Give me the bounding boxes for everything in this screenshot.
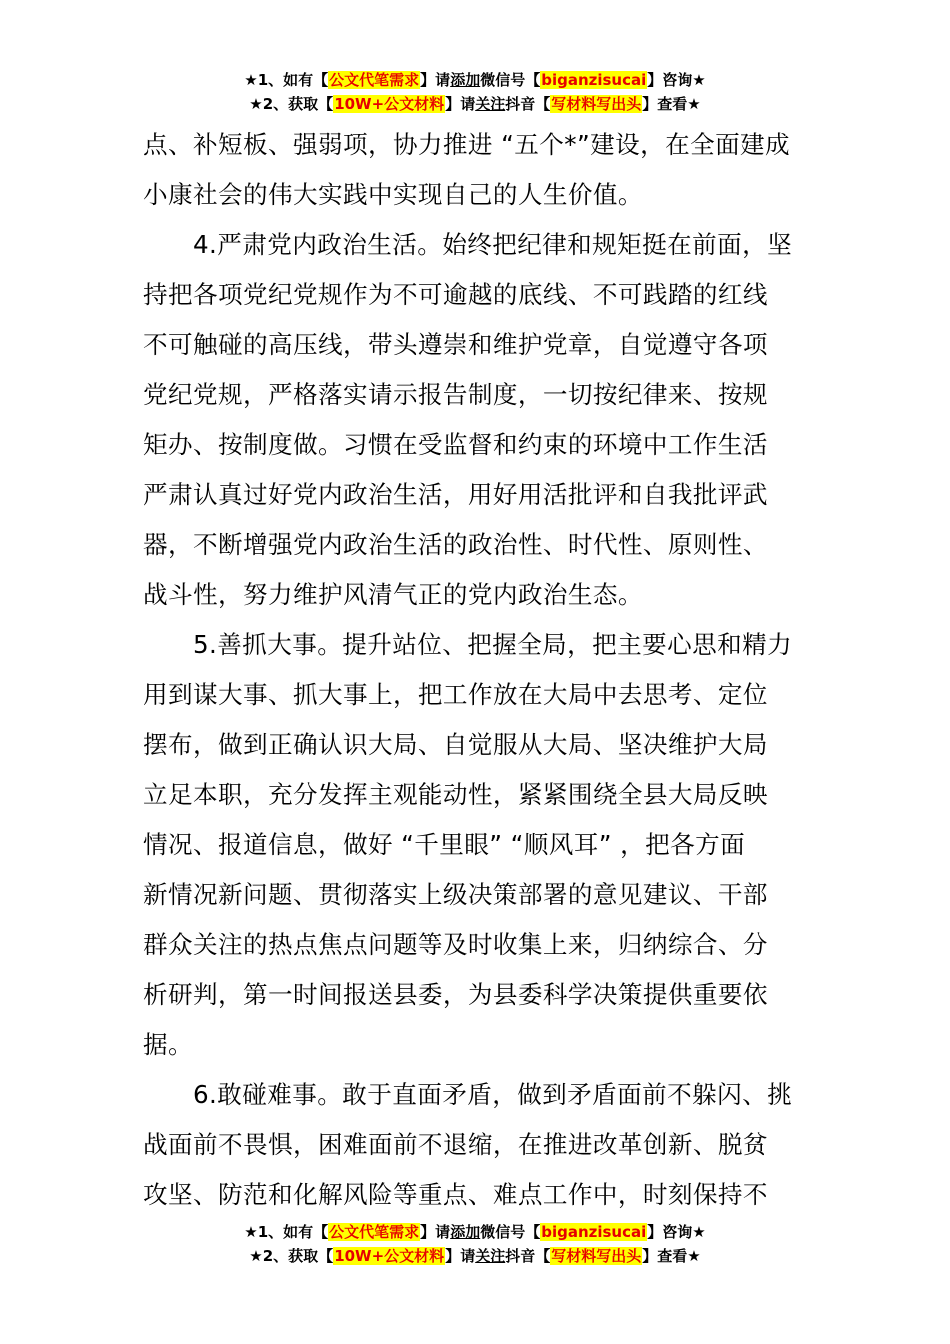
douyin-id: 写材料写出头 — [551, 1247, 642, 1265]
banner-underline: 关注 — [475, 1247, 506, 1265]
text-line: 摆布，做到正确认识大局、自觉服从大局、坚决维护大局 — [143, 730, 768, 759]
banner-text: 】咨询★ — [647, 1223, 706, 1241]
banner-line-2 — [0, 1244, 950, 1268]
text-line: 器，不断增强党内政治生活的政治性、时代性、原则性、 — [143, 530, 768, 559]
banner-text: ★1、如有【 — [244, 71, 329, 89]
banner-line-2 — [0, 92, 950, 116]
banner-text: 】查看★ — [642, 1247, 701, 1265]
footer-banner — [0, 1220, 950, 1268]
banner-text: 微信号【 — [480, 71, 541, 89]
text-line: 点、补短板、强弱项，协力推进 “五个*”建设，在全面建成 — [143, 130, 791, 159]
text-line: 立足本职，充分发挥主观能动性，紧紧围绕全县大局反映 — [143, 780, 768, 809]
banner-text: 】查看★ — [642, 95, 701, 113]
text-line: 用到谋大事、抓大事上，把工作放在大局中去思考、定位 — [143, 680, 768, 709]
banner-text: 抖音【 — [505, 95, 551, 113]
banner-text: 】请 — [420, 1223, 451, 1241]
banner-line-1 — [0, 1220, 950, 1244]
text-line: 4.严肃党内政治生活。始终把纪律和规矩挺在前面，坚 — [193, 230, 793, 259]
banner-text: 】咨询★ — [647, 71, 706, 89]
text-line: 小康社会的伟大实践中实现自己的人生价值。 — [143, 180, 643, 209]
text-line: 5.善抓大事。提升站位、把握全局，把主要心思和精力 — [193, 630, 793, 659]
text-line: 矩办、按制度做。习惯在受监督和约束的环境中工作生活 — [143, 430, 768, 459]
document-body — [143, 120, 808, 1220]
douyin-id: 写材料写出头 — [551, 95, 642, 113]
text-line: 持把各项党纪党规作为不可逾越的底线、不可践踏的红线 — [143, 280, 768, 309]
wechat-id: biganzisucai — [541, 1223, 647, 1241]
banner-text: 微信号【 — [480, 1223, 541, 1241]
text-line: 新情况新问题、贯彻落实上级决策部署的意见建议、干部 — [143, 880, 768, 909]
banner-underline: 添加 — [450, 71, 481, 89]
text-line: 战斗性，努力维护风清气正的党内政治生态。 — [143, 580, 643, 609]
banner-text: 】请 — [420, 71, 451, 89]
text-line: 战面前不畏惧，困难面前不退缩，在推进改革创新、脱贫 — [143, 1130, 768, 1159]
banner-highlight: 公文代笔需求 — [329, 1223, 420, 1241]
banner-underline: 关注 — [475, 95, 506, 113]
wechat-id: biganzisucai — [541, 71, 647, 89]
text-line: 析研判，第一时间报送县委，为县委科学决策提供重要依 — [143, 980, 768, 1009]
text-line: 严肃认真过好党内政治生活，用好用活批评和自我批评武 — [143, 480, 768, 509]
banner-text: ★2、获取【 — [249, 1247, 334, 1265]
banner-highlight: 公文代笔需求 — [329, 71, 420, 89]
text-line: 据。 — [143, 1030, 193, 1059]
banner-text: 抖音【 — [505, 1247, 551, 1265]
banner-line-1 — [0, 68, 950, 92]
text-line: 6.敢碰难事。敢于直面矛盾，做到矛盾面前不躲闪、挑 — [193, 1080, 793, 1109]
banner-text: ★2、获取【 — [249, 95, 334, 113]
text-line: 攻坚、防范和化解风险等重点、难点工作中，时刻保持不 — [143, 1180, 768, 1209]
banner-highlight: 10W+公文材料 — [334, 95, 445, 113]
header-banner — [0, 68, 950, 116]
banner-text: 】请 — [445, 1247, 476, 1265]
text-line: 群众关注的热点焦点问题等及时收集上来，归纳综合、分 — [143, 930, 768, 959]
text-line: 情况、报道信息，做好 “千里眼” “顺风耳” ，把各方面 — [143, 830, 746, 859]
banner-text: ★1、如有【 — [244, 1223, 329, 1241]
text-line: 不可触碰的高压线，带头遵崇和维护党章，自觉遵守各项 — [143, 330, 768, 359]
banner-text: 】请 — [445, 95, 476, 113]
banner-highlight: 10W+公文材料 — [334, 1247, 445, 1265]
text-line: 党纪党规，严格落实请示报告制度，一切按纪律来、按规 — [143, 380, 768, 409]
banner-underline: 添加 — [450, 1223, 481, 1241]
